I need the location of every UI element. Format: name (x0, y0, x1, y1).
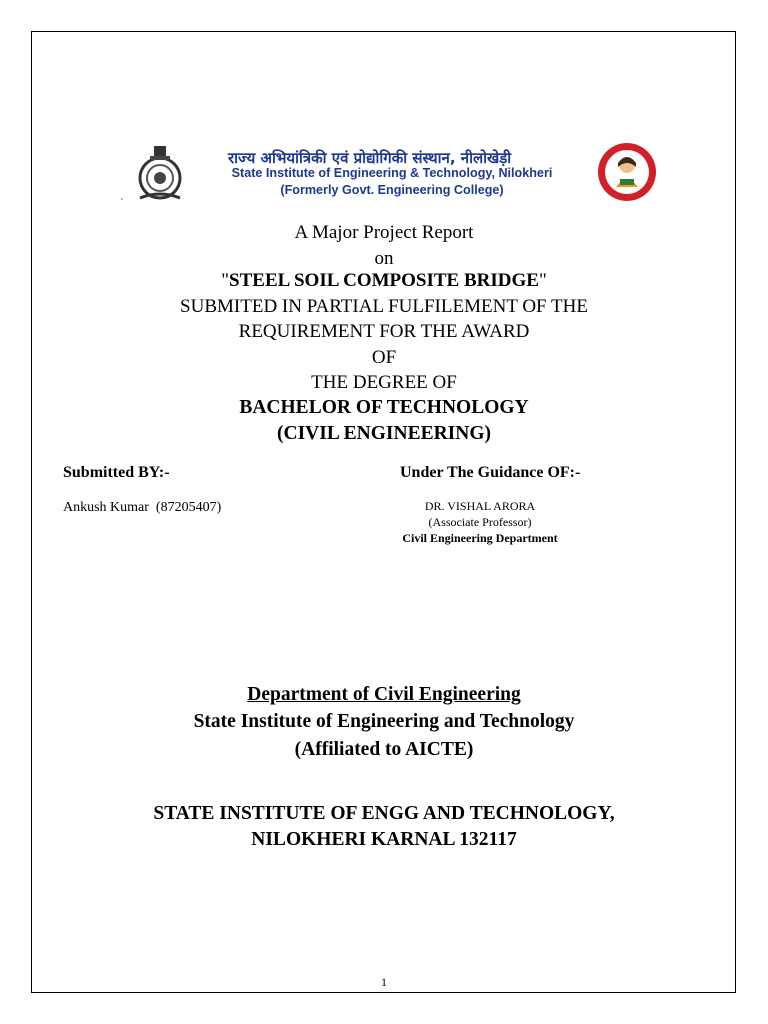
project-title (0, 270, 768, 292)
report-on: on (374, 248, 394, 269)
submission-line-3: OF (371, 347, 397, 368)
girl-child-logo-icon (596, 141, 658, 203)
stray-mark: ` (120, 198, 124, 209)
quote-close: " (538, 270, 547, 291)
guide-name: DR. VISHAL ARORA (424, 499, 536, 513)
department-name: Department of Civil Engineering (247, 684, 521, 705)
guide-designation: (Associate Professor) (428, 515, 532, 529)
project-name: STEEL SOIL COMPOSITE BRIDGE (229, 270, 539, 291)
degree-name: BACHELOR OF TECHNOLOGY (239, 397, 529, 418)
submission-line-2: REQUIREMENT FOR THE AWARD (238, 321, 530, 342)
submission-line-1: SUBMITED IN PARTIAL FULFILEMENT OF THE (180, 296, 588, 317)
institute-formerly: (Formerly Govt. Engineering College) (280, 183, 504, 197)
institute-name: State Institute of Engineering & Technology, Nilokheri (231, 166, 553, 180)
quote-open: " (221, 270, 230, 291)
institute-banner (118, 138, 654, 206)
address-line-2: NILOKHERI KARNAL 132117 (251, 829, 517, 850)
institute-hindi-name: राज्य अभियांत्रिकी एवं प्रोद्योगिकी संस्थान, नीलोखेड़ी (228, 149, 512, 167)
guidance-label: Under The Guidance OF:- (400, 464, 581, 481)
address-line-1: STATE INSTITUTE OF ENGG AND TECHNOLOGY, (153, 803, 615, 824)
student-name: Ankush Kumar (87205407) (63, 500, 222, 515)
report-type: A Major Project Report (294, 222, 474, 243)
page-number: 1 (381, 975, 387, 989)
affiliation: (Affiliated to AICTE) (294, 739, 474, 760)
guide-block (380, 498, 580, 546)
guide-department: Civil Engineering Department (402, 531, 558, 545)
state-emblem-icon (128, 142, 192, 204)
submission-line-4: THE DEGREE OF (311, 372, 457, 393)
degree-branch: (CIVIL ENGINEERING) (277, 423, 491, 444)
institute-full-name: State Institute of Engineering and Technology (193, 711, 575, 732)
submitted-by-label: Submitted BY:- (63, 464, 170, 481)
